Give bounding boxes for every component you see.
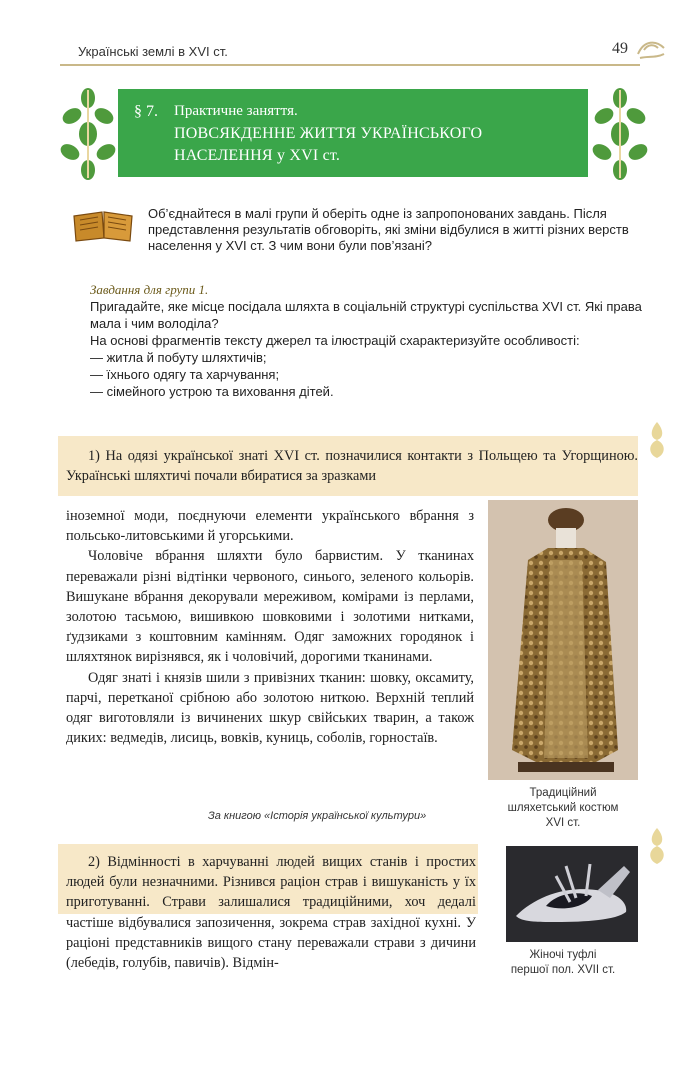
leaf-ornament-right-icon: [588, 86, 652, 182]
section-title-line1: ПОВСЯКДЕННЕ ЖИТТЯ УКРАЇНСЬКОГО: [174, 125, 483, 142]
source2-paragraph: 2) Відмінності в харчуванні людей вищих станів і простих людей були незначними. Різнився раціон страв і вишуканість у їх приготуванні. Страви залишалися традиційними, хоч дедалі частіше відбувалися запозичення, зокрема страв західної кухні. У раціоні представників вищого стану переважали страви з дичини (лебедів, голубів, павичів). Відмін-: [66, 854, 476, 972]
floral-ornament-icon: [644, 826, 670, 866]
section-subtitle: Практичне заняття.: [174, 103, 298, 119]
task-title: Завдання для групи 1.: [90, 282, 209, 297]
task-item: — житла й побуту шляхтичів;: [90, 350, 267, 365]
task-item: — сімейного устрою та виховання дітей.: [90, 384, 334, 399]
caption-line: XVI ст.: [545, 817, 581, 829]
source2-body: [66, 852, 476, 973]
source1-paragraph-1a: 1) На одязі української знаті XVI ст. позначилися контакти з Польщею та Угорщиною. Українські шляхтичі почали вбиратися за зразками: [66, 448, 638, 485]
task-question-1: Пригадайте, яке місце посідала шляхта в соціальній структурі суспільства XVI ст. Які права мала і чим володіла?: [90, 299, 642, 331]
costume-caption: [488, 786, 638, 831]
caption-line: шляхетський костюм: [507, 802, 619, 814]
costume-photo: [488, 500, 638, 780]
task-question-2: На основі фрагментів тексту джерел та ілюстрацій схарактеризуйте особливості:: [90, 333, 580, 348]
header-ornament-icon: [634, 36, 668, 62]
header-rule: [60, 64, 640, 66]
section-title-line2: НАСЕЛЕННЯ у XVI ст.: [174, 147, 341, 164]
shoes-caption: [488, 948, 638, 978]
source1-intro: [66, 446, 638, 486]
caption-line: першої пол. XVII ст.: [510, 964, 616, 976]
source1-citation: За книгою «Історія української культури»: [208, 810, 427, 822]
caption-line: Жіночі туфлі: [529, 949, 597, 961]
page-number: 49: [612, 40, 628, 57]
source1-paragraph-1b: іноземної моди, поєднуючи елементи українського вбрання з польсько-литовськими й угорськими.: [66, 508, 474, 545]
shoes-photo: [506, 846, 638, 942]
book-icon: [72, 208, 134, 242]
source1-paragraph-2: Чоловіче вбрання шляхти було барвистим. У тканинах переважали різні відтінки червоного, синього, зеленого кольорів. Вишукане вбрання декорували мереживом, комірами із перлами, золотою тасьмою, вишивкою шовковими і золотими нитками, ґудзиками з коштовним камінням. Одяг заможних городянок і шляхтянок вирізнявся, як і чоловічий, дорогими тканинами.: [66, 548, 474, 666]
task-item: — їхнього одягу та харчування;: [90, 367, 280, 382]
section-banner: [118, 89, 588, 177]
task-block: [90, 298, 642, 400]
floral-ornament-icon: [644, 420, 670, 460]
running-title: Українські землі в XVI ст.: [78, 44, 228, 59]
section-number: § 7.: [134, 103, 158, 120]
source1-paragraph-3: Одяг знаті і князів шили з привізних тканин: шовку, оксамиту, парчі, перетканої срібною або золотою ниткою. Верхній теплий одяг виготовляли із вичинених шкур свійських тварин, а також диких: ведмедів, лисиць, вовків, куниць, соболів, горностаїв.: [66, 669, 474, 747]
caption-line: Традиційний: [529, 787, 597, 799]
intro-text: Об’єднайтеся в малі групи й оберіть одне із запропонованих завдань. Після представлення результатів обговоріть, які зміни відбулися в житті різних верств населення у XVI ст. З чим вони були пов’язані?: [148, 206, 629, 253]
leaf-ornament-left-icon: [56, 86, 120, 182]
source1-body: [66, 506, 474, 748]
